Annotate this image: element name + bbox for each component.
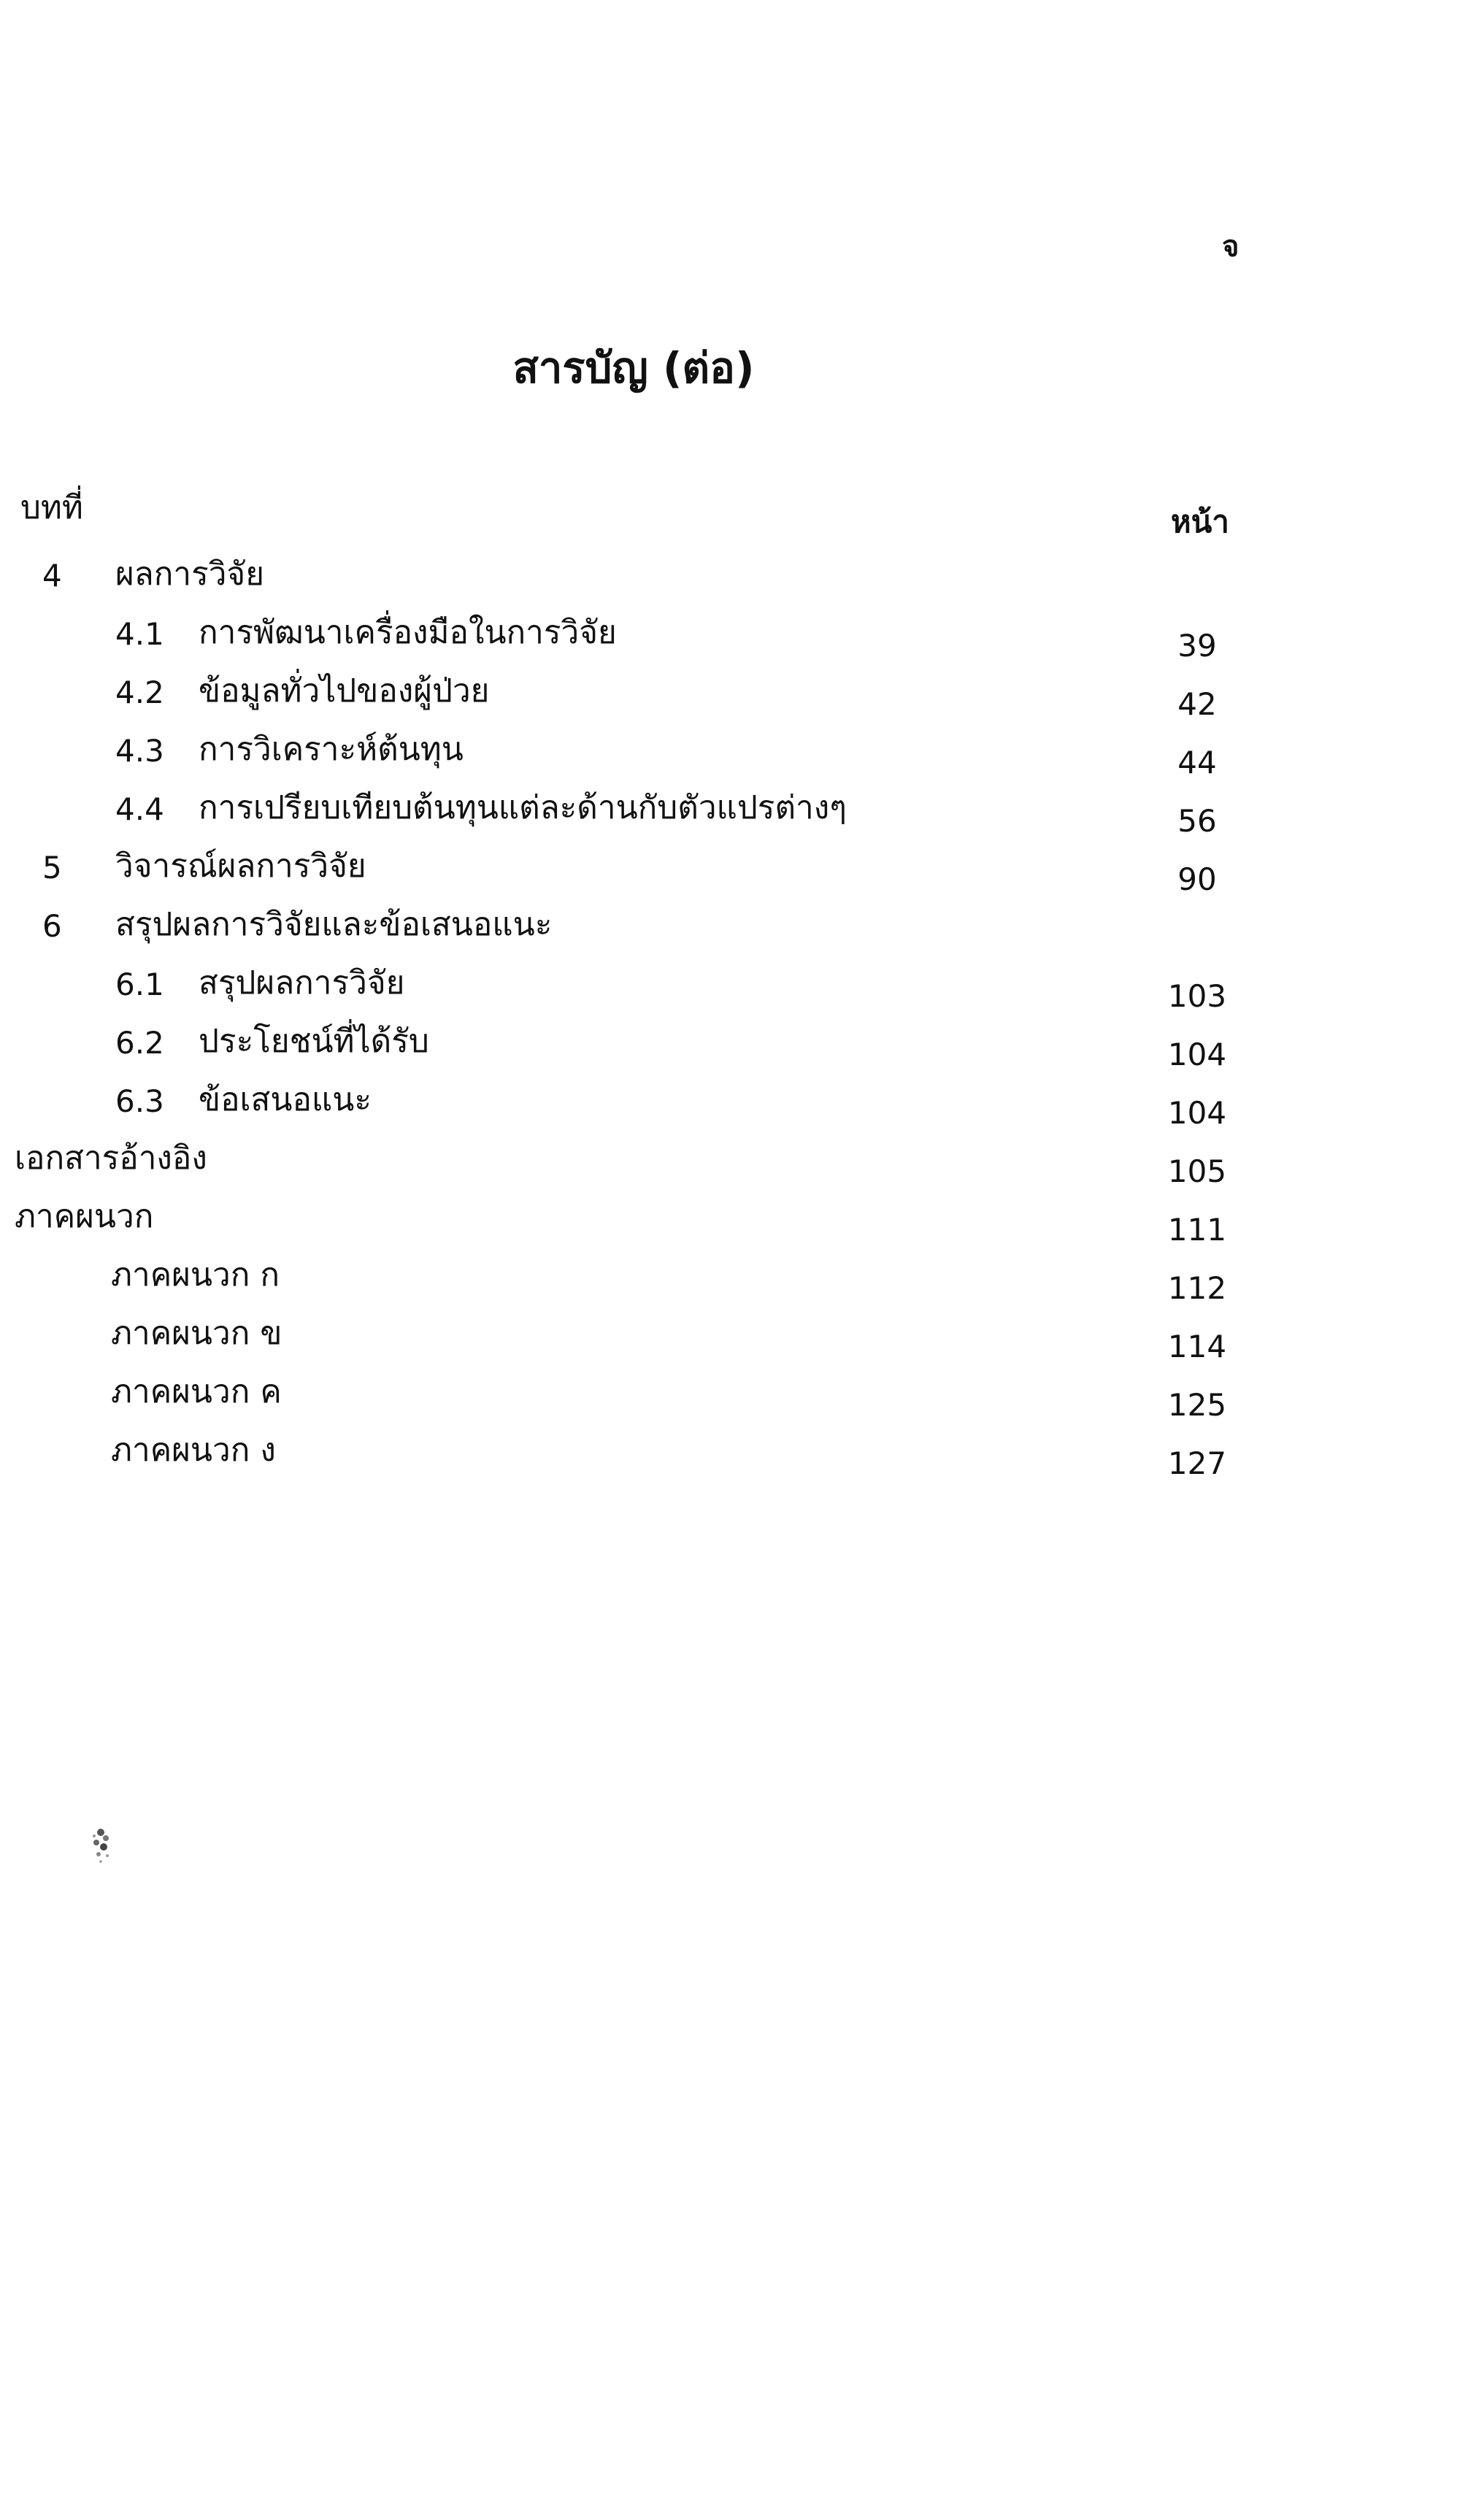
- page-column-header: หน้า: [1171, 504, 1229, 539]
- toc-entry-section-6-1: [0, 962, 1457, 1013]
- toc-entry-appendix-d: [0, 1429, 1457, 1480]
- toc-entry-label: การวิเคราะห์ต้นทุน: [199, 731, 464, 768]
- toc-entry-section-6-2: [0, 1021, 1457, 1072]
- toc-entry-chapter-6: [0, 904, 1457, 955]
- toc-entry-number: 4: [42, 558, 62, 593]
- toc-entry-label: ข้อมูลทั่วไปของผู้ป่วย: [199, 672, 490, 710]
- toc-entry-number: 6.2: [115, 1025, 164, 1061]
- page-title: สารบัญ (ต่อ): [512, 343, 755, 393]
- toc-entry-page: 105: [1167, 1153, 1227, 1189]
- toc-entry-label: ภาคผนวก ข: [111, 1315, 282, 1352]
- toc-entry-label: ภาคผนวก: [15, 1198, 154, 1235]
- toc-entry-page: 111: [1167, 1212, 1227, 1248]
- toc-entry-page: 90: [1177, 861, 1217, 897]
- toc-entry-section-4-4: [0, 787, 1457, 838]
- toc-entry-page: 39: [1177, 628, 1217, 664]
- toc-entry-label: ประโยชน์ที่ได้รับ: [199, 1023, 429, 1060]
- toc-entry-number: 4.1: [115, 616, 164, 652]
- toc-entry-number: 4.4: [115, 791, 164, 827]
- toc-entry-section-4-1: [0, 612, 1457, 663]
- toc-entry-number: 6.1: [115, 967, 164, 1002]
- toc-entry-appendix-a: [0, 1254, 1457, 1305]
- toc-entry-number: 6.3: [115, 1083, 164, 1119]
- toc-entry-appendix: [0, 1196, 1457, 1247]
- toc-entry-page: 127: [1167, 1445, 1227, 1481]
- toc-entry-page: 42: [1177, 686, 1217, 722]
- chapter-column-header: บทที่: [20, 489, 83, 526]
- toc-entry-page: 112: [1167, 1270, 1227, 1306]
- toc-entry-page: 44: [1177, 745, 1217, 780]
- scan-speck-mark: [86, 1822, 118, 1869]
- toc-entry-label: สรุปผลการวิจัย: [199, 964, 405, 1002]
- toc-entry-label: วิจารณ์ผลการวิจัย: [115, 848, 366, 885]
- toc-entry-number: 5: [42, 850, 62, 886]
- toc-entry-label: สรุปผลการวิจัยและข้อเสนอแนะ: [115, 906, 553, 943]
- toc-entry-chapter-4: [0, 553, 1457, 604]
- page-number-letter: จ: [1222, 230, 1239, 264]
- toc-entry-label: ภาคผนวก ง: [111, 1432, 276, 1469]
- toc-entry-label: ภาคผนวก ก: [111, 1256, 280, 1294]
- toc-entry-label: ภาคผนวก ค: [111, 1373, 282, 1410]
- toc-entry-label: ข้อเสนอแนะ: [199, 1081, 372, 1118]
- toc-entry-page: 103: [1167, 978, 1227, 1014]
- toc-entry-page: 114: [1167, 1329, 1227, 1364]
- toc-entry-references: [0, 1137, 1457, 1188]
- toc-entry-section-4-2: [0, 670, 1457, 721]
- toc-entry-number: 4.2: [115, 675, 164, 710]
- toc-entry-appendix-b: [0, 1313, 1457, 1364]
- toc-entry-number: 4.3: [115, 733, 164, 769]
- toc-entry-label: การพัฒนาเครื่องมือในการวิจัย: [199, 614, 617, 651]
- toc-entry-number: 6: [42, 908, 62, 944]
- toc-entry-label: ผลการวิจัย: [115, 556, 264, 593]
- toc-entry-page: 104: [1167, 1037, 1227, 1072]
- toc-entry-chapter-5: [0, 845, 1457, 896]
- toc-entry-page: 56: [1177, 803, 1217, 839]
- toc-entry-page: 125: [1167, 1387, 1227, 1423]
- toc-entry-appendix-c: [0, 1371, 1457, 1422]
- toc-entry-label: เอกสารอ้างอิง: [15, 1140, 207, 1177]
- toc-entry-page: 104: [1167, 1095, 1227, 1131]
- toc-entry-section-6-3: [0, 1079, 1457, 1130]
- toc-entry-section-4-3: [0, 729, 1457, 780]
- toc-entry-label: การเปรียบเทียบต้นทุนแต่ละด้านกับตัวแปรต่างๆ: [199, 789, 847, 826]
